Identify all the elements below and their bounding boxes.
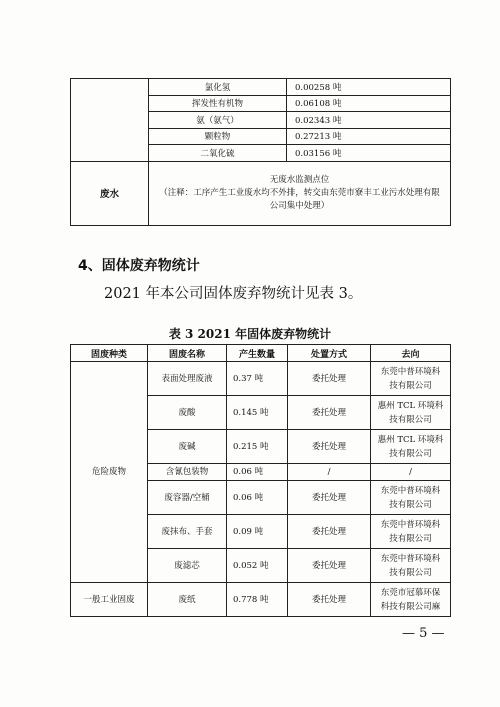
waste-name: 废碱 (148, 430, 227, 464)
disposal-method: 委托处理 (288, 549, 371, 583)
table-header-row (71, 345, 451, 362)
waste-name: 废滤芯 (148, 549, 227, 583)
table-row (71, 79, 451, 96)
pollutant-amount: 0.06108 吨 (287, 95, 451, 112)
waste-quantity: 0.06 吨 (227, 481, 288, 515)
destination (371, 583, 451, 617)
waste-quantity: 0.145 吨 (227, 396, 288, 430)
table-row (71, 362, 451, 396)
category-cell (71, 79, 149, 162)
destination (371, 549, 451, 583)
wastewater-line: （注释：工序产生工业废水均不外排，转交由东莞市寮丰工业污水处理有限 (159, 187, 440, 198)
destination-line: 技有限公司 (389, 499, 432, 510)
pollutant-name: 二氧化硫 (149, 145, 287, 162)
section-heading: 4、固体废弃物统计 (78, 258, 200, 274)
waste-category: 危险废物 (71, 362, 148, 583)
waste-category: 一般工业固废 (71, 583, 148, 617)
destination-line: 东莞中普环境科 (380, 366, 441, 377)
destination: / (371, 464, 451, 481)
waste-quantity: 0.215 吨 (227, 430, 288, 464)
pollutant-name: 氯化氢 (149, 79, 287, 96)
destination (371, 396, 451, 430)
wastewater-label: 废水 (71, 161, 149, 225)
destination-line: 科技有限公司麻 (380, 601, 441, 612)
destination-line: 东莞中普环境科 (380, 485, 441, 496)
column-header: 处置方式 (288, 345, 371, 362)
destination-line: 东莞中普环境科 (380, 553, 441, 564)
destination-line: 技有限公司 (389, 448, 432, 459)
column-header: 固废种类 (71, 345, 148, 362)
disposal-method: 委托处理 (288, 481, 371, 515)
destination-line: 惠州 TCL 环境科 (377, 400, 444, 411)
destination-line: 技有限公司 (389, 567, 432, 578)
pollutant-amount: 0.00258 吨 (287, 79, 451, 96)
destination (371, 430, 451, 464)
disposal-method: 委托处理 (288, 362, 371, 396)
page-number: — 5 — (402, 626, 445, 641)
wastewater-line: 无废水监测点位 (269, 174, 330, 185)
waste-name: 废纸 (148, 583, 227, 617)
disposal-method: / (288, 464, 371, 481)
waste-quantity: 0.37 吨 (227, 362, 288, 396)
pollutant-amount: 0.27213 吨 (287, 128, 451, 145)
waste-name: 废容器/空桶 (148, 481, 227, 515)
disposal-method: 委托处理 (288, 430, 371, 464)
column-header: 产生数量 (227, 345, 288, 362)
waste-name: 废抹布、手套 (148, 515, 227, 549)
pollutant-name: 颗粒物 (149, 128, 287, 145)
waste-quantity: 0.778 吨 (227, 583, 288, 617)
destination-line: 东莞市冠慕环保 (380, 587, 441, 598)
destination-line: 惠州 TCL 环境科 (377, 434, 444, 445)
waste-name: 含氰包装物 (148, 464, 227, 481)
section-paragraph: 2021 年本公司固体废弃物统计见表 3。 (104, 286, 363, 302)
destination (371, 481, 451, 515)
waste-quantity: 0.09 吨 (227, 515, 288, 549)
table-caption: 表 3 2021 年固体废弃物统计 (168, 327, 332, 341)
column-header: 去向 (371, 345, 451, 362)
waste-quantity: 0.052 吨 (227, 549, 288, 583)
emissions-table (70, 78, 451, 226)
wastewater-note (149, 161, 451, 225)
pollutant-amount: 0.03156 吨 (287, 145, 451, 162)
waste-quantity: 0.06 吨 (227, 464, 288, 481)
destination-line: 技有限公司 (389, 533, 432, 544)
waste-name: 废酸 (148, 396, 227, 430)
wastewater-line: 公司集中处理） (269, 200, 330, 211)
pollutant-name: 挥发性有机物 (149, 95, 287, 112)
pollutant-name: 氨（氨气） (149, 112, 287, 129)
table-row (71, 583, 451, 617)
pollutant-amount: 0.02343 吨 (287, 112, 451, 129)
waste-name: 表面处理废液 (148, 362, 227, 396)
solid-waste-table (70, 344, 451, 617)
column-header: 固废名称 (148, 345, 227, 362)
destination-line: 东莞中普环境科 (380, 519, 441, 530)
disposal-method: 委托处理 (288, 396, 371, 430)
destination-line: 技有限公司 (389, 414, 432, 425)
disposal-method: 委托处理 (288, 583, 371, 617)
destination (371, 515, 451, 549)
destination-line: 技有限公司 (389, 380, 432, 391)
disposal-method: 委托处理 (288, 515, 371, 549)
wastewater-row (71, 161, 451, 225)
destination (371, 362, 451, 396)
